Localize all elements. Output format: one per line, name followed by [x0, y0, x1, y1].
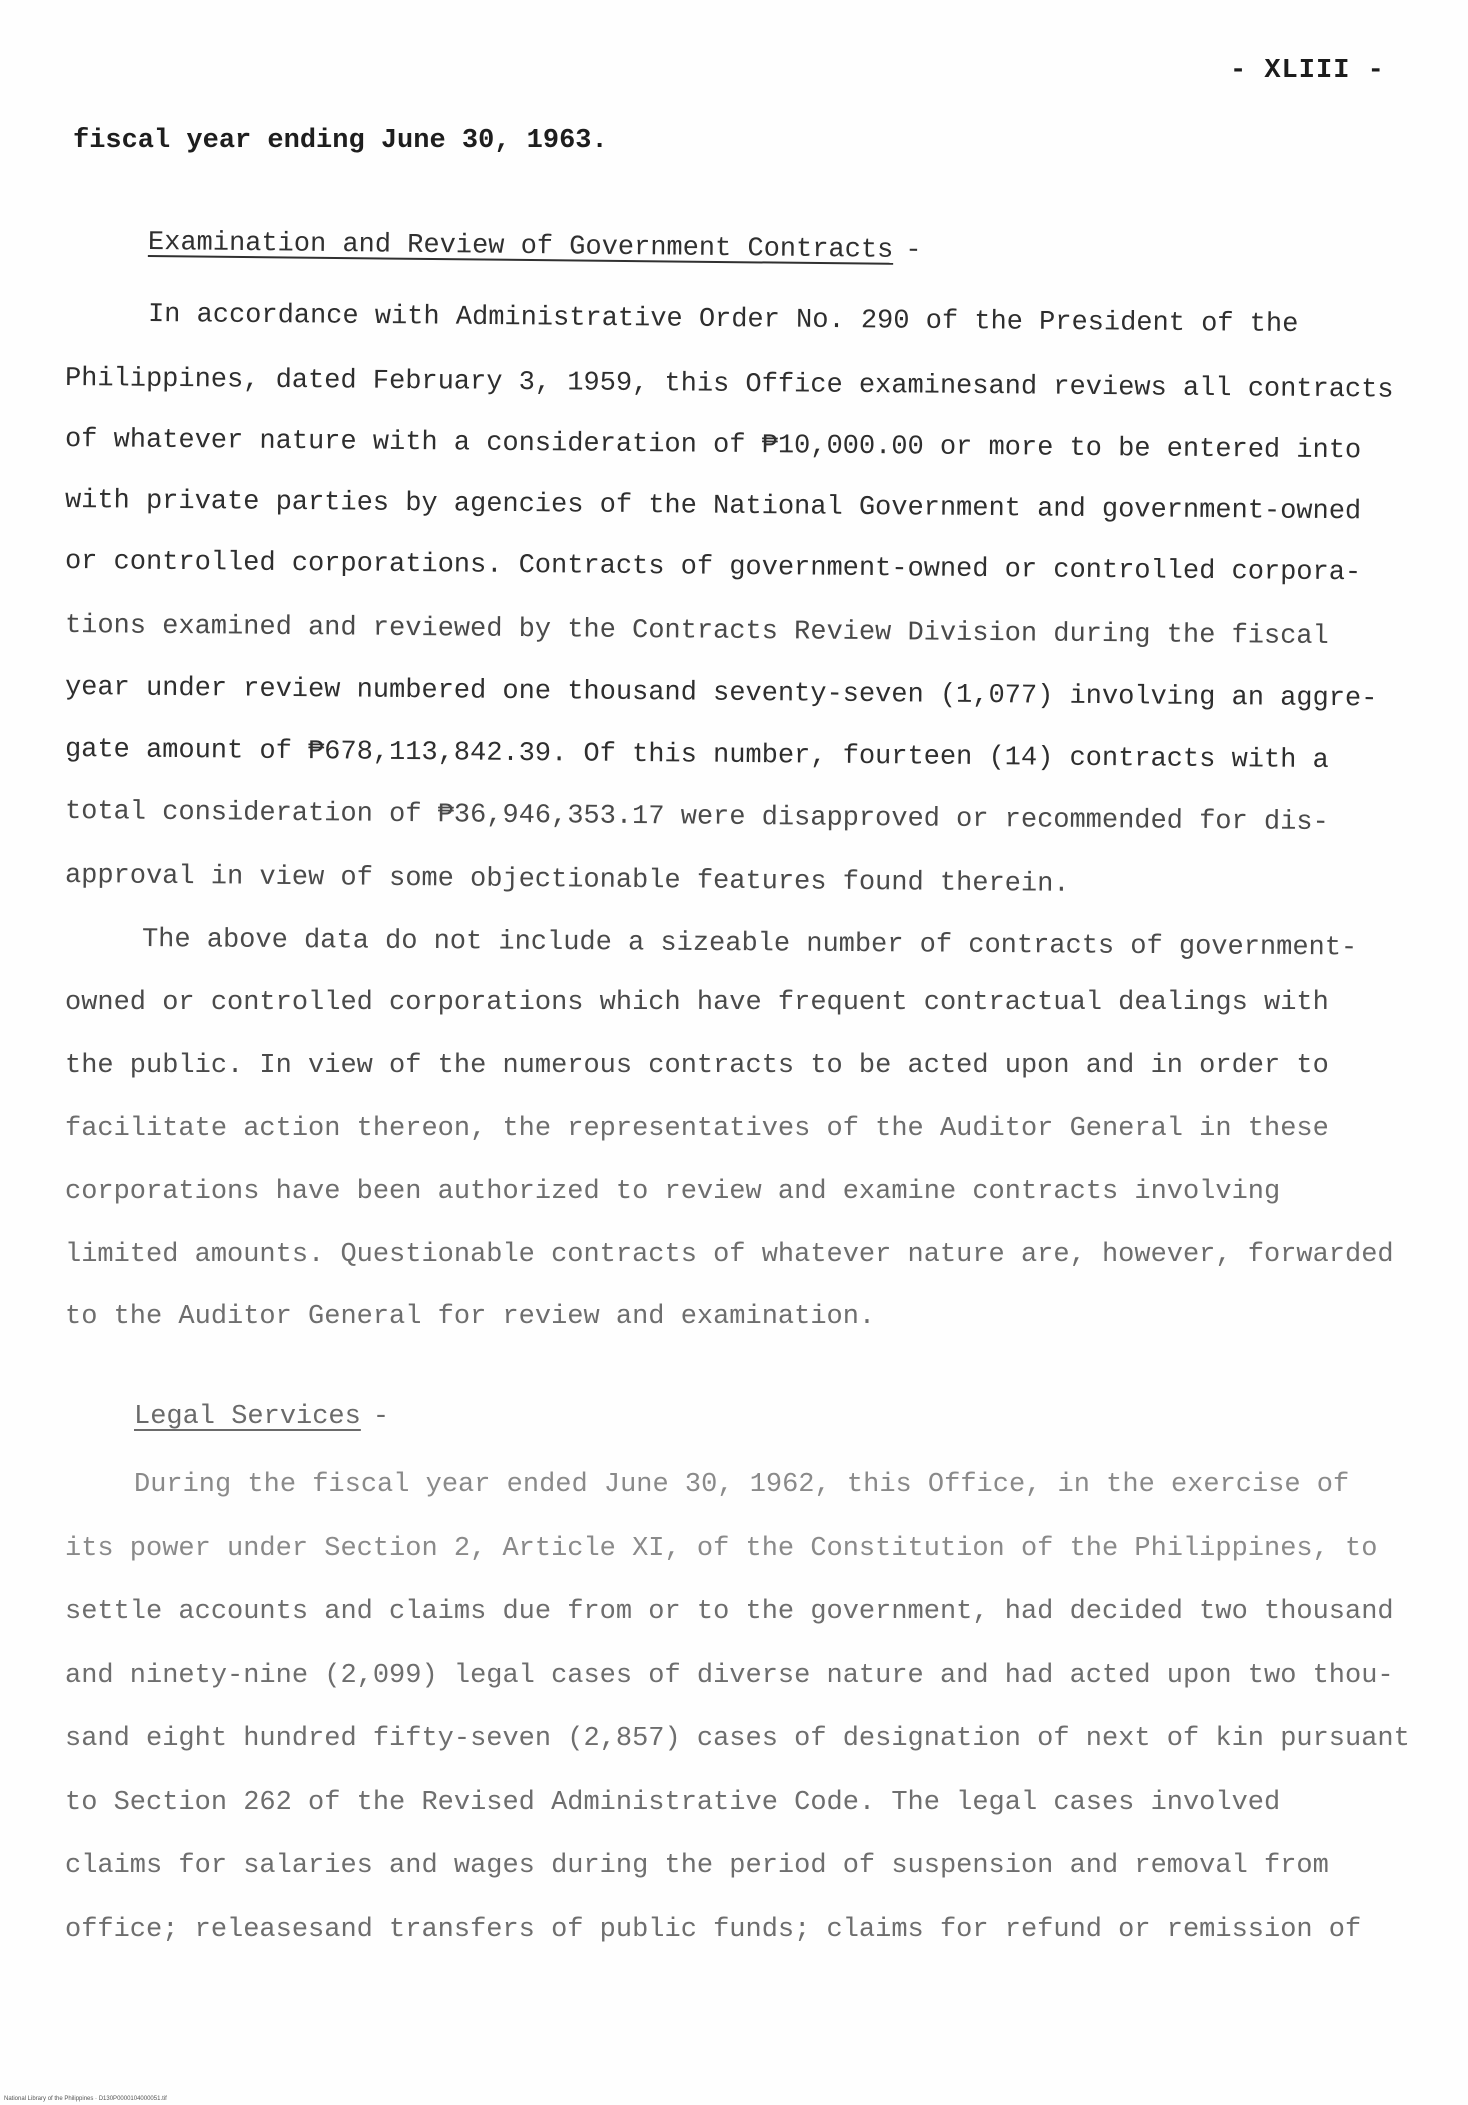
paragraph-line: of whatever nature with a consideration of ₱10,000.00 or more to be entered into	[64, 425, 1362, 467]
paragraph-line: The above data do not include a sizeable number of contracts of government-	[141, 925, 1358, 964]
paragraph-line: facilitate action thereon, the representatives of the Auditor General in these	[65, 1114, 1329, 1144]
paragraph-line: to the Auditor General for review and examination.	[65, 1302, 876, 1332]
paragraph-line: and ninety-nine (2,099) legal cases of diverse nature and had acted upon two thou-	[65, 1661, 1394, 1691]
paragraph-line: settle accounts and claims due from or to the government, had decided two thousand	[65, 1597, 1394, 1627]
section-heading-legal-services	[134, 1402, 389, 1432]
paragraph-line: the public. In view of the numerous contracts to be acted upon and in order to	[65, 1051, 1329, 1081]
archive-footer-note: National Library of the Philippines · D130P0000104000051.tif	[4, 2096, 167, 2102]
paragraph-line: or controlled corporations. Contracts of government-owned or controlled corpora-	[64, 547, 1362, 589]
paragraph-line: total consideration of ₱36,946,353.17 were disapproved or recommended for dis-	[64, 797, 1329, 839]
heading-dash: -	[372, 1402, 390, 1432]
paragraph-line: sand eight hundred fifty-seven (2,857) cases of designation of next of kin pursuant	[65, 1724, 1410, 1754]
paragraph-line: limited amounts. Questionable contracts of whatever nature are, however, forwarded	[65, 1240, 1394, 1270]
section-heading-text: Legal Services	[134, 1402, 361, 1432]
page-number: - XLIII -	[1230, 56, 1385, 86]
continuation-line: fiscal year ending June 30, 1963.	[73, 126, 608, 156]
paragraph-line: owned or controlled corporations which have frequent contractual dealings with	[65, 988, 1329, 1018]
paragraph-line: tions examined and reviewed by the Contracts Review Division during the fiscal	[64, 611, 1329, 653]
heading-dash: -	[905, 235, 922, 267]
paragraph-line: with private parties by agencies of the National Government and government-owned	[64, 486, 1362, 528]
paragraph-line: approval in view of some objectionable features found therein.	[64, 861, 1070, 900]
paragraph-line: In accordance with Administrative Order No. 290 of the President of the	[147, 300, 1299, 341]
paragraph-line: claims for salaries and wages during the period of suspension and removal from	[65, 1851, 1329, 1881]
paragraph-line: gate amount of ₱678,113,842.39. Of this number, fourteen (14) contracts with a	[64, 735, 1329, 777]
paragraph-line: corporations have been authorized to review and examine contracts involving	[65, 1177, 1281, 1207]
paragraph-line: Philippines, dated February 3, 1959, this Office examinesand reviews all contracts	[64, 364, 1394, 406]
paragraph-line: to Section 262 of the Revised Administrative Code. The legal cases involved	[65, 1788, 1281, 1818]
section-heading-text: Examination and Review of Government Contracts	[147, 228, 894, 266]
paragraph-line: office; releasesand transfers of public funds; claims for refund or remission of	[65, 1915, 1362, 1945]
section-heading-contracts	[148, 228, 922, 266]
paragraph-line: During the fiscal year ended June 30, 1962, this Office, in the exercise of	[134, 1470, 1350, 1500]
paragraph-line: its power under Section 2, Article XI, of the Constitution of the Philippines, to	[65, 1534, 1378, 1564]
paragraph-line: year under review numbered one thousand seventy-seven (1,077) involving an aggre-	[64, 673, 1378, 715]
